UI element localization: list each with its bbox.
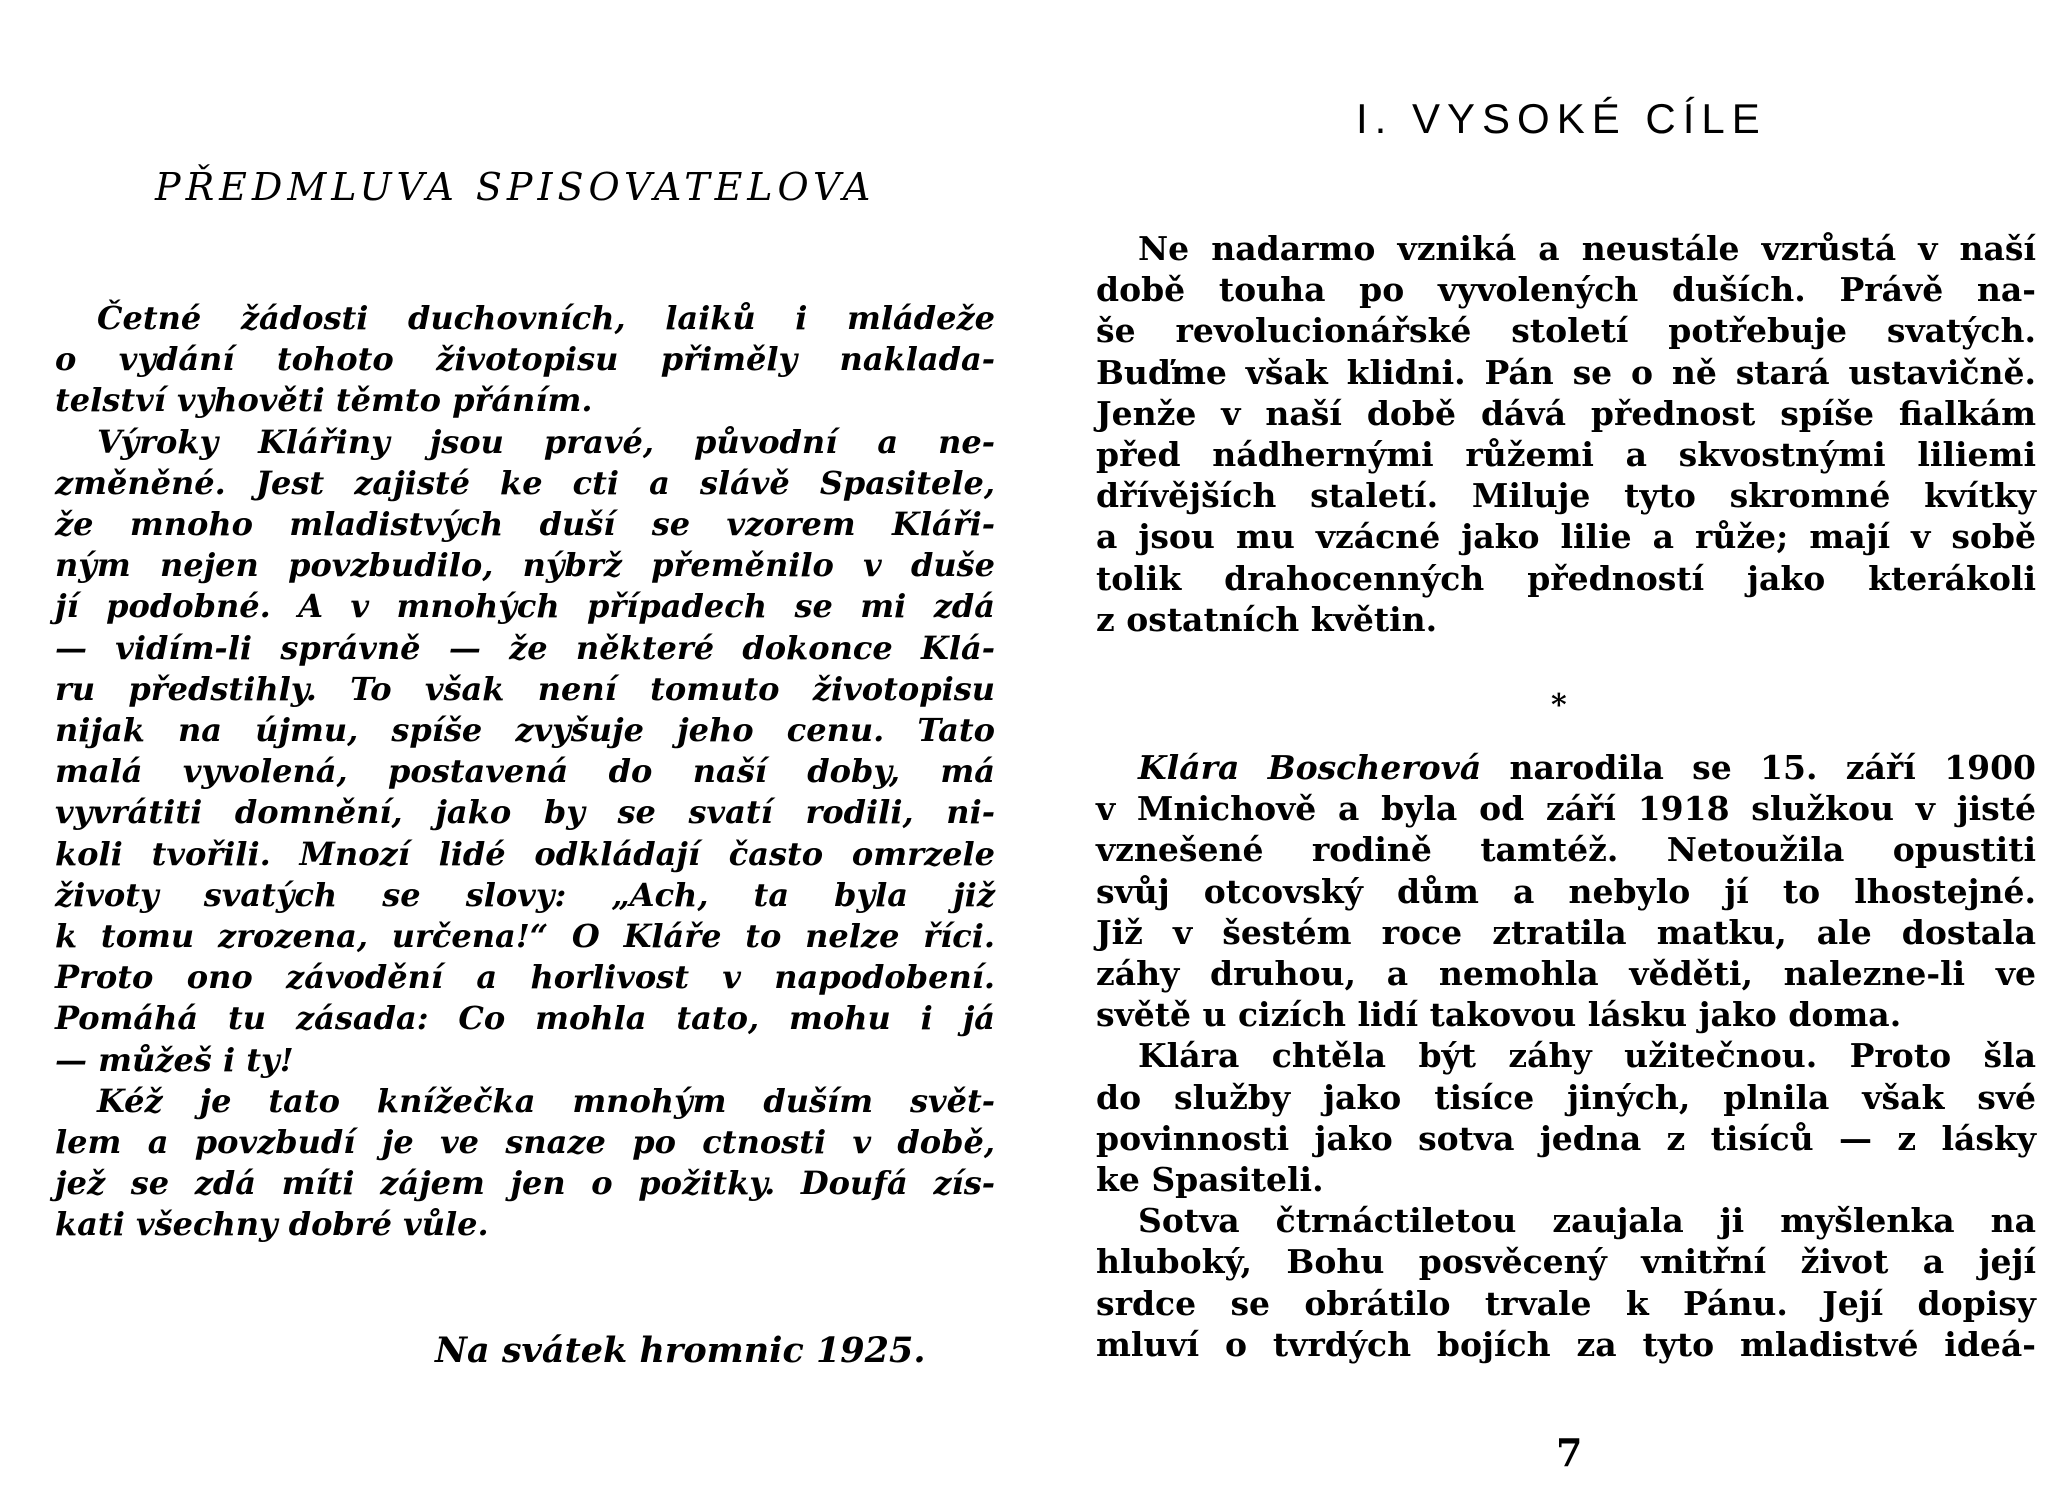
person-name: Klára Boscherová bbox=[1138, 748, 1482, 787]
chapter-body bbox=[1096, 747, 2036, 1365]
text-line: vznešené rodině tamtéž. Netoužila opustiti bbox=[1096, 830, 2036, 870]
text-line: Jenže v naší době dává přednost spíše fialkám bbox=[1096, 393, 2036, 433]
text-line: Pomáhá tu zásada: Co mohla tato, mohu i já bbox=[55, 999, 995, 1038]
text-line: ke Spasiteli. bbox=[1096, 1160, 1324, 1200]
right-page bbox=[1036, 0, 2072, 1500]
text-line: k tomu zrozena, určena!“ O Kláře to nelze říci. bbox=[55, 917, 995, 956]
text-line: hluboký, Bohu posvěcený vnitřní život a její bbox=[1096, 1242, 2036, 1282]
text-line: povinnosti jako sotva jedna z tisíců — z lásky bbox=[1096, 1118, 2036, 1158]
text-line: — vidím-li správně — že některé dokonce Klá- bbox=[55, 628, 995, 667]
text-line: životy svatých se slovy: „Ach, ta byla již bbox=[55, 875, 995, 914]
text-line: Výroky Klářiny jsou pravé, původní a ne- bbox=[97, 422, 995, 461]
section-separator: * bbox=[1551, 688, 1567, 723]
text-line: koli tvořili. Mnozí lidé odkládají často omrzele bbox=[55, 834, 995, 873]
preface-paragraph-3 bbox=[55, 1081, 995, 1246]
text-line: do služby jako tisíce jiných, plnila však své bbox=[1096, 1077, 2036, 1117]
text-line: záhy druhou, a nemohla věděti, nalezne-li ve bbox=[1096, 954, 2036, 994]
text-line: Proto ono závodění a horlivost v napodobení. bbox=[55, 958, 995, 997]
text-line: Ne nadarmo vzniká a neustále vzrůstá v naší bbox=[1138, 229, 2036, 268]
text-line: a jsou mu vzácné jako lilie a růže; mají v sobě bbox=[1096, 517, 2036, 557]
text-line: vyvrátiti domnění, jako by se svatí rodili, ni- bbox=[55, 793, 995, 832]
text-line: — můžeš i ty! bbox=[55, 1040, 294, 1079]
text-line: srdce se obrátilo trvale k Pánu. Její dopisy bbox=[1096, 1283, 2036, 1323]
text-fragment: narodila se 15. září 1900 bbox=[1481, 748, 2037, 787]
chapter-title: I. VYSOKÉ CÍLE bbox=[1356, 95, 1767, 142]
text-line: nijak na újmu, spíše zvyšuje jeho cenu. Tato bbox=[55, 711, 995, 750]
text-line: Již v šestém roce ztratila matku, ale dostala bbox=[1096, 912, 2036, 952]
preface-signature: Na svátek hromnic 1925. bbox=[435, 1330, 926, 1371]
text-line: o vydání tohoto životopisu přiměly naklada- bbox=[55, 340, 995, 379]
text-line bbox=[1096, 747, 2036, 788]
text-line: malá vyvolená, postavená do naší doby, má bbox=[55, 752, 995, 791]
text-line: že mnoho mladistvých duší se vzorem Kláři- bbox=[55, 505, 995, 544]
text-line: Četné žádosti duchovních, laiků i mládeže bbox=[97, 299, 995, 337]
preface-paragraph-1 bbox=[55, 298, 995, 422]
text-line: lem a povzbudí je ve snaze po ctnosti v době, bbox=[55, 1123, 995, 1162]
text-line: telství vyhověti těmto přáním. bbox=[55, 381, 593, 420]
preface-paragraph-2 bbox=[55, 422, 995, 1081]
chapter-intro-paragraph bbox=[1096, 228, 2036, 640]
text-line: před nádhernými růžemi a skvostnými liliemi bbox=[1096, 435, 2036, 475]
text-line: jí podobné. A v mnohých případech se mi zdá bbox=[55, 587, 995, 626]
preface-text bbox=[55, 298, 995, 1246]
text-line: změněné. Jest zajisté ke cti a slávě Spasitele, bbox=[55, 463, 995, 502]
page-number: 7 bbox=[1556, 1430, 1583, 1475]
text-line: z ostatních květin. bbox=[1096, 599, 1438, 639]
text-line: kati všechny dobré vůle. bbox=[55, 1205, 489, 1244]
text-line: jež se zdá míti zájem jen o požitky. Doufá zís- bbox=[55, 1164, 995, 1203]
text-line: světě u cizích lidí takovou lásku jako doma. bbox=[1096, 995, 1902, 1035]
text-line: Sotva čtrnáctiletou zaujala ji myšlenka na bbox=[1138, 1201, 2036, 1241]
text-line: Klára chtěla být záhy užitečnou. Proto šla bbox=[1138, 1036, 2036, 1076]
text-line: svůj otcovský dům a nebylo jí to lhostejné. bbox=[1096, 871, 2036, 911]
text-line: ným nejen povzbudilo, nýbrž přeměnilo v duše bbox=[55, 546, 995, 585]
text-line: tolik drahocenných předností jako kterákoli bbox=[1096, 558, 2036, 598]
text-line: Kéž je tato knížečka mnohým duším svět- bbox=[97, 1081, 995, 1120]
text-line: še revolucionářské století potřebuje svatých. bbox=[1096, 311, 2036, 351]
text-line: mluví o tvrdých bojích za tyto mladistvé ideá- bbox=[1096, 1324, 2036, 1364]
text-line: době touha po vyvolených duších. Právě na- bbox=[1096, 270, 2036, 310]
text-line: v Mnichově a byla od září 1918 služkou v jisté bbox=[1096, 789, 2036, 829]
text-line: Buďme však klidni. Pán se o ně stará ustavičně. bbox=[1096, 352, 2036, 392]
text-line: dřívějších staletí. Miluje tyto skromné kvítky bbox=[1096, 476, 2036, 516]
text-line: ru předstihly. To však není tomuto životopisu bbox=[55, 669, 995, 708]
preface-title: PŘEDMLUVA SPISOVATELOVA bbox=[155, 165, 876, 209]
